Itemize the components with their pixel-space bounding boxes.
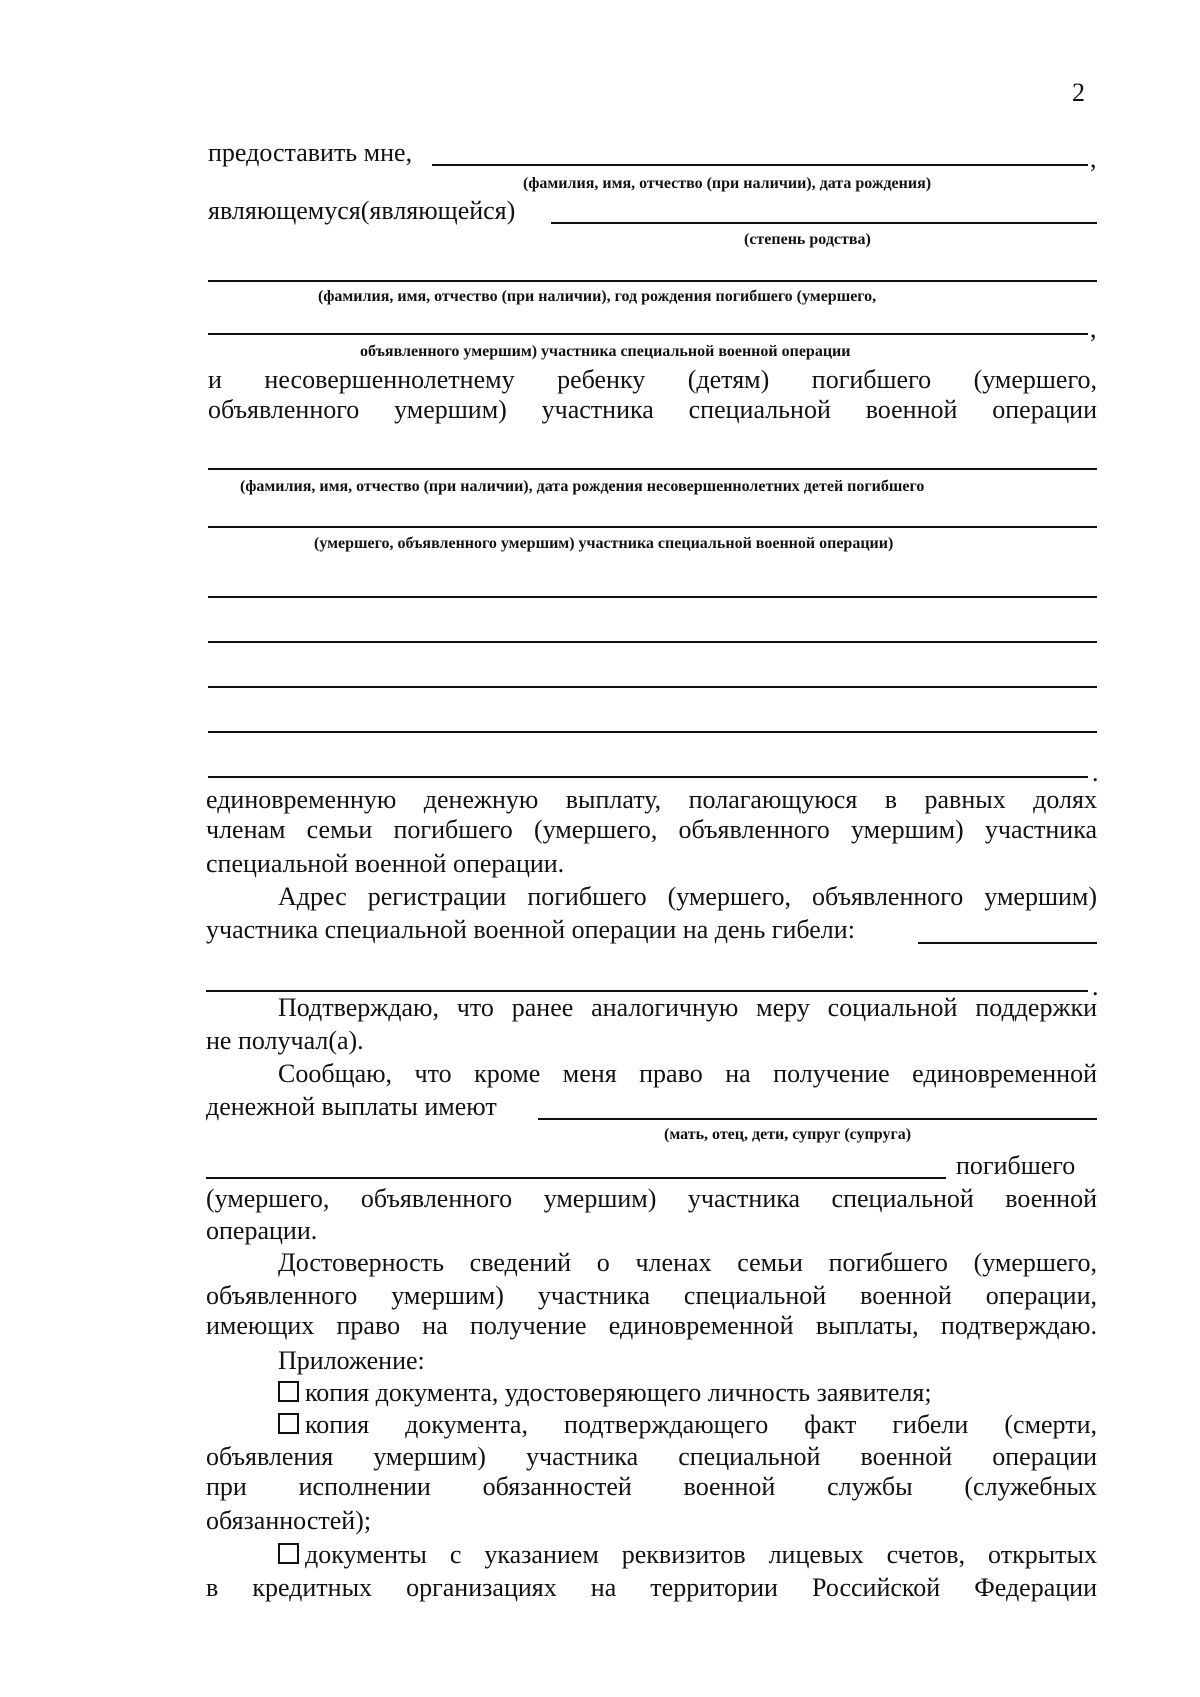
attachment-item: копия документа, подтверждающего факт гибели (смерти,	[278, 1410, 1097, 1440]
paragraph: объявленного умершим) участника специальной военной операции, имеющих право на получение единовременной выплаты, подтверждаю.	[206, 1281, 1097, 1340]
blank-line	[208, 280, 1097, 282]
punctuation: ,	[1090, 314, 1097, 343]
blank-line	[208, 526, 1097, 528]
blank-line	[206, 1177, 946, 1179]
attachment-item: копия документа, удостоверяющего личность заявителя;	[278, 1378, 932, 1408]
text-line: участника специальной военной операции на день гибели:	[206, 915, 855, 944]
text-line: предоставить мне,	[208, 138, 413, 167]
field-caption: (фамилия, имя, отчество (при наличии), год рождения погибшего (умершего,	[318, 288, 877, 305]
field-caption: (умершего, объявленного умершим) участника специальной военной операции)	[314, 535, 894, 552]
attachment-item: документы с указанием реквизитов лицевых счетов, открытых	[278, 1540, 1097, 1570]
text-line: операции.	[206, 1216, 318, 1245]
blank-line	[918, 942, 1097, 944]
blank-line	[206, 990, 1088, 992]
paragraph: Сообщаю, что кроме меня право на получение единовременной	[278, 1059, 1097, 1088]
checkbox[interactable]	[278, 1381, 299, 1402]
blank-line	[208, 641, 1097, 643]
paragraph: объявления умершим) участника специальной военной операции при исполнении обязанностей военной службы (служебных	[206, 1442, 1097, 1501]
field-caption: (степень родства)	[744, 231, 871, 248]
blank-line	[208, 468, 1097, 470]
attachments-heading: Приложение:	[278, 1346, 425, 1375]
blank-line	[208, 333, 1088, 335]
field-caption: объявленного умершим) участника специальной военной операции	[360, 343, 851, 360]
blank-line	[208, 686, 1097, 688]
paragraph: и несовершеннолетнему ребенку (детям) погибшего (умершего, объявленного умершим) участника специальной военной операции	[208, 365, 1097, 424]
paragraph: Адрес регистрации погибшего (умершего, объявленного умершим)	[278, 882, 1097, 911]
text-line: являющемуся(являющейся)	[208, 196, 516, 225]
paragraph: в кредитных организациях на территории Российской Федерации	[206, 1573, 1097, 1602]
paragraph: (умершего, объявленного умершим) участника специальной военной	[206, 1184, 1097, 1213]
blank-line	[432, 164, 1088, 166]
blank-line	[538, 1118, 1097, 1120]
text-line: погибшего	[956, 1151, 1076, 1180]
punctuation: .	[1092, 758, 1099, 787]
punctuation: .	[1092, 972, 1099, 1001]
blank-line	[208, 776, 1088, 778]
paragraph: Подтверждаю, что ранее аналогичную меру социальной поддержки	[278, 993, 1097, 1022]
text-line: не получал(а).	[206, 1026, 364, 1055]
field-caption: (фамилия, имя, отчество (при наличии), дата рождения)	[523, 175, 932, 192]
text-line: специальной военной операции.	[206, 849, 565, 878]
text-line: денежной выплаты имеют	[206, 1092, 497, 1121]
blank-line	[208, 596, 1097, 598]
checkbox[interactable]	[278, 1543, 299, 1564]
page-number: 2	[1072, 78, 1085, 107]
checkbox[interactable]	[278, 1413, 299, 1434]
blank-line	[208, 731, 1097, 733]
blank-line	[551, 222, 1097, 224]
paragraph: единовременную денежную выплату, полагающуюся в равных долях членам семьи погибшего (умершего, объявленного умершим) участника	[206, 785, 1097, 844]
field-caption: (фамилия, имя, отчество (при наличии), дата рождения несовершеннолетних детей погибшего	[240, 478, 925, 495]
text-line: обязанностей);	[206, 1506, 372, 1535]
punctuation: ,	[1090, 144, 1097, 173]
paragraph: Достоверность сведений о членах семьи погибшего (умершего,	[278, 1248, 1097, 1277]
field-caption: (мать, отец, дети, супруг (супруга)	[664, 1126, 912, 1143]
